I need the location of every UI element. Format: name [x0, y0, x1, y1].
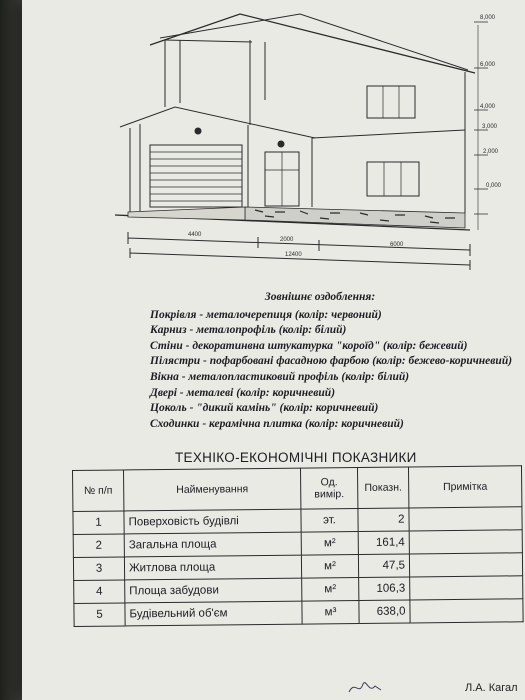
finish-item: Двері - металеві (колір: коричневий): [150, 386, 336, 399]
cell-note: [409, 507, 522, 531]
roof-eave-line: [165, 40, 252, 42]
roof-middle: [160, 14, 468, 70]
dimension-label: 4400: [188, 232, 202, 238]
header-num: № п/п: [73, 470, 124, 512]
wall-upper-left: [165, 40, 180, 107]
cell-name: Будівельний об'єм: [125, 601, 302, 626]
header-note: Примітка: [408, 466, 521, 508]
lamp-icon: [278, 141, 284, 147]
signature-mark: [345, 676, 385, 698]
elevation-label: 6,000: [480, 62, 496, 68]
finish-item: Вікна - металопластиковий профіль (колір: білий): [150, 370, 410, 383]
cell-value: 2: [358, 508, 409, 532]
tech-indicators-title: ТЕХНІКО-ЕКОНОМІЧНІ ПОКАЗНИКИ: [175, 450, 417, 465]
finish-item: Цоколь - "дикий камінь" (колір: коричневий): [150, 402, 379, 415]
cell-num: 1: [73, 511, 124, 535]
cell-note: [409, 530, 522, 554]
author-label: Л.А. Кагал: [465, 682, 518, 694]
finish-title: Зовнішнє оздоблення:: [264, 291, 376, 303]
header-unit: Од. вимір.: [300, 468, 357, 510]
dimension-label: 12400: [285, 252, 302, 258]
cell-num: 2: [73, 534, 124, 558]
window-upper: [367, 86, 415, 118]
cell-value: 638,0: [359, 600, 410, 624]
tech-indicators-table: [72, 465, 524, 627]
cell-note: [410, 576, 523, 600]
table-header-row: [73, 466, 522, 512]
cell-unit: м²: [302, 578, 359, 602]
cell-num: 5: [74, 603, 125, 627]
cell-unit: м³: [302, 601, 359, 625]
dimension-label: 2000: [280, 237, 294, 243]
cell-value: 161,4: [358, 531, 409, 555]
elevation-label: 0,000: [486, 183, 502, 189]
cornice-line: [312, 130, 465, 138]
cell-value: 106,3: [359, 577, 410, 601]
cell-name: Житлова площа: [124, 555, 301, 580]
lamp-icon: [195, 128, 201, 134]
header-value: Показн.: [357, 467, 408, 509]
cell-name: Поверховість будівлі: [124, 509, 301, 534]
wall-lower-left: [130, 124, 140, 212]
cell-name: Площа забудови: [125, 578, 302, 603]
dimension-label: 6000: [390, 242, 404, 248]
cell-unit: м²: [301, 532, 358, 556]
wall-middle: [248, 125, 312, 207]
cell-num: 3: [73, 557, 124, 581]
roof-left: [120, 107, 315, 138]
header-name: Найменування: [124, 468, 301, 511]
table-row: [74, 599, 523, 627]
facade-drawing: [0, 0, 525, 290]
finish-item: Сходинки - керамічна плитка (колір: коричневий): [150, 417, 404, 430]
finish-item: Покрівля - металочерепиця (колір: червоний): [150, 308, 382, 321]
cell-name: Загальна площа: [124, 532, 301, 557]
elevation-label: 3,000: [482, 124, 498, 130]
finish-item: Пілястри - пофарбовані фасадною фарбою (колір: бежево-коричневий): [150, 355, 513, 368]
garage-door: [150, 145, 242, 207]
cell-note: [410, 599, 523, 623]
cell-value: 47,5: [358, 554, 409, 578]
exterior-finish-section: [150, 290, 513, 432]
cell-unit: эт.: [301, 509, 358, 533]
wall-main: [250, 40, 265, 125]
cell-note: [409, 553, 522, 577]
finish-item: Карниз - металопрофіль (колір: білий): [150, 324, 347, 337]
elevation-label: 4,000: [480, 104, 496, 110]
roof-main: [150, 14, 475, 73]
cell-num: 4: [74, 580, 125, 604]
window-lower: [367, 162, 419, 196]
elevation-label: 8,000: [480, 15, 496, 21]
elevation-label: 2,000: [483, 149, 499, 155]
cell-unit: м²: [301, 555, 358, 579]
finish-item: Стіни - декоратинвна штукатурка "короїд" (колір: бежевий): [150, 339, 468, 352]
